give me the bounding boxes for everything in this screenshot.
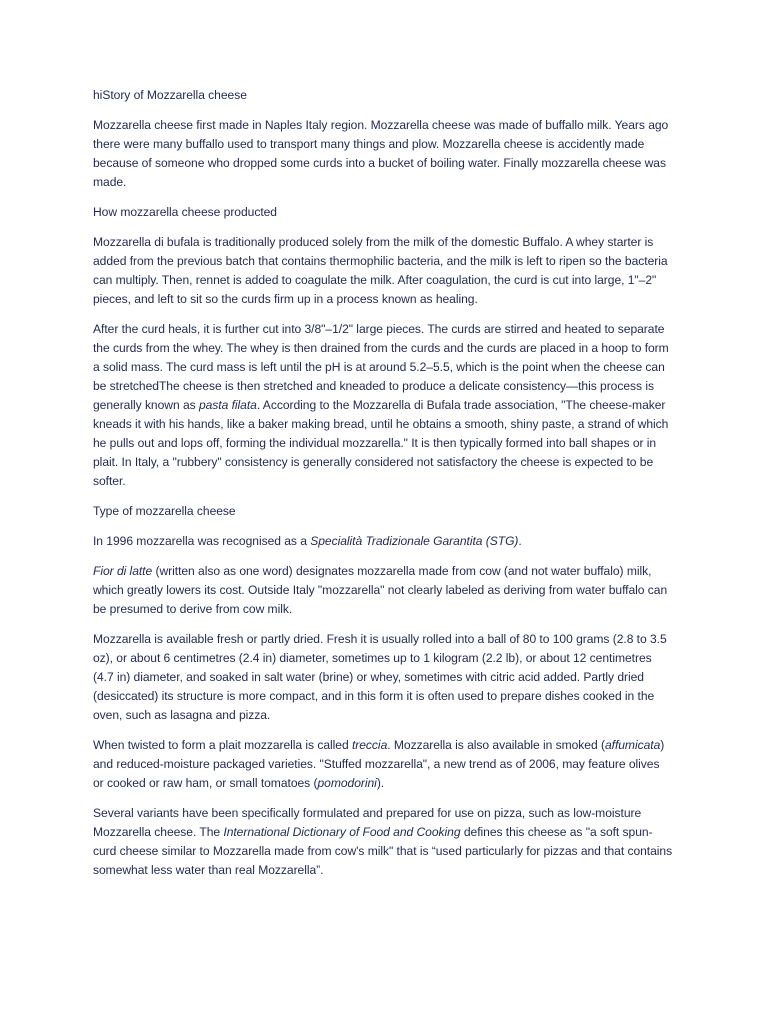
- text-run: Several variants have been specifically formulated and prepared for use on pizza, such as low-moisture Mozzarella cheese. The: [93, 806, 642, 839]
- text-run: In 1996 mozzarella was recognised as a: [93, 534, 311, 548]
- heading-history: hiStory of Mozzarella cheese: [93, 88, 247, 102]
- italic-term: pomodorini: [317, 776, 377, 790]
- italic-term: International Dictionary of Food and Cooking: [223, 825, 461, 839]
- paragraph-varieties: [93, 736, 673, 793]
- text-run: When twisted to form a plait mozzarella is called: [93, 738, 352, 752]
- italic-term: Specialità Tradizionale Garantita (STG): [310, 534, 519, 548]
- text-run: .: [518, 534, 522, 548]
- document-body: [93, 86, 673, 891]
- paragraph-fior-di-latte: [93, 562, 673, 619]
- heading-types: Type of mozzarella cheese: [93, 504, 236, 518]
- text-run: . According to the Mozzarella di Bufala trade association, "The cheese-maker kneads it with his hands, like a baker making bread, until he obtains a smooth, shiny paste, a strand of which he pulls out and lops off, forming the individual mozzarella." It is then typically formed into ball shapes or in plait. In Italy, a "rubbery" consistency is generally considered not satisfactory the cheese is expected to be softer.: [93, 398, 669, 488]
- text-run: After the curd heals, it is further cut into 3/8"–1/2" large pieces. The curds are stirred and heated to separate the curds from the whey. The whey is then drained from the curds and the curds are placed in a hoop to form a solid mass. The curd mass is left until the pH is at around 5.2–5.5, which is the point when the cheese can be stretchedThe cheese is then stretched and kneaded to produce a delicate consistency—this process is generally known as: [93, 322, 669, 412]
- text-run: defines this cheese as "a soft spun-curd cheese similar to Mozzarella made from cow's milk" that is “used particularly for pizzas and that contains somewhat less water than real Mozzarella”.: [93, 825, 673, 877]
- paragraph-origin: Mozzarella cheese first made in Naples Italy region. Mozzarella cheese was made of buffallo milk. Years ago there were many buffallo used to transport many things and plow. Mozzarella cheese is accidently made because of someone who dropped some curds into a bucket of boiling water. Finally mozzarella cheese was made.: [93, 118, 669, 189]
- paragraph-forms: Mozzarella is available fresh or partly dried. Fresh it is usually rolled into a ball of 80 to 100 grams (2.8 to 3.5 oz), or about 6 centimetres (2.4 in) diameter, sometimes up to 1 kilogram (2.2 lb), or about 12 centimetres (4.7 in) diameter, and soaked in salt water (brine) or whey, sometimes with citric acid added. Partly dried (desiccated) its structure is more compact, and in this form it is often used to prepare dishes cooked in the oven, such as lasagna and pizza.: [93, 632, 667, 722]
- paragraph-production: Mozzarella di bufala is traditionally produced solely from the milk of the domestic Buffalo. A whey starter is added from the previous batch that contains thermophilic bacteria, and the milk is left to ripen so the bacteria can multiply. Then, rennet is added to coagulate the milk. After coagulation, the curd is cut into large, 1"–2" pieces, and left to sit so the curds firm up in a process known as healing.: [93, 235, 668, 306]
- paragraph-pizza-variants: [93, 804, 673, 880]
- text-run: (written also as one word) designates mozzarella made from cow (and not water buffalo) milk, which greatly lowers its cost. Outside Italy "mozzarella" not clearly labeled as deriving from water buffalo can be presumed to derive from cow milk.: [93, 564, 668, 616]
- italic-term: Fior di latte: [93, 564, 153, 578]
- heading-production: How mozzarella cheese producted: [93, 205, 277, 219]
- italic-term: pasta filata: [198, 398, 257, 412]
- text-run: ).: [376, 776, 385, 790]
- text-run: ) and reduced-moisture packaged varieties. "Stuffed mozzarella", a new trend as of 2006, may feature olives or cooked or raw ham, or small tomatoes (: [93, 738, 665, 790]
- text-run: . Mozzarella is also available in smoked (: [387, 738, 605, 752]
- italic-term: treccia: [351, 738, 388, 752]
- italic-term: affumicata: [604, 738, 661, 752]
- paragraph-stretching: [93, 320, 673, 491]
- paragraph-stg: [93, 532, 673, 551]
